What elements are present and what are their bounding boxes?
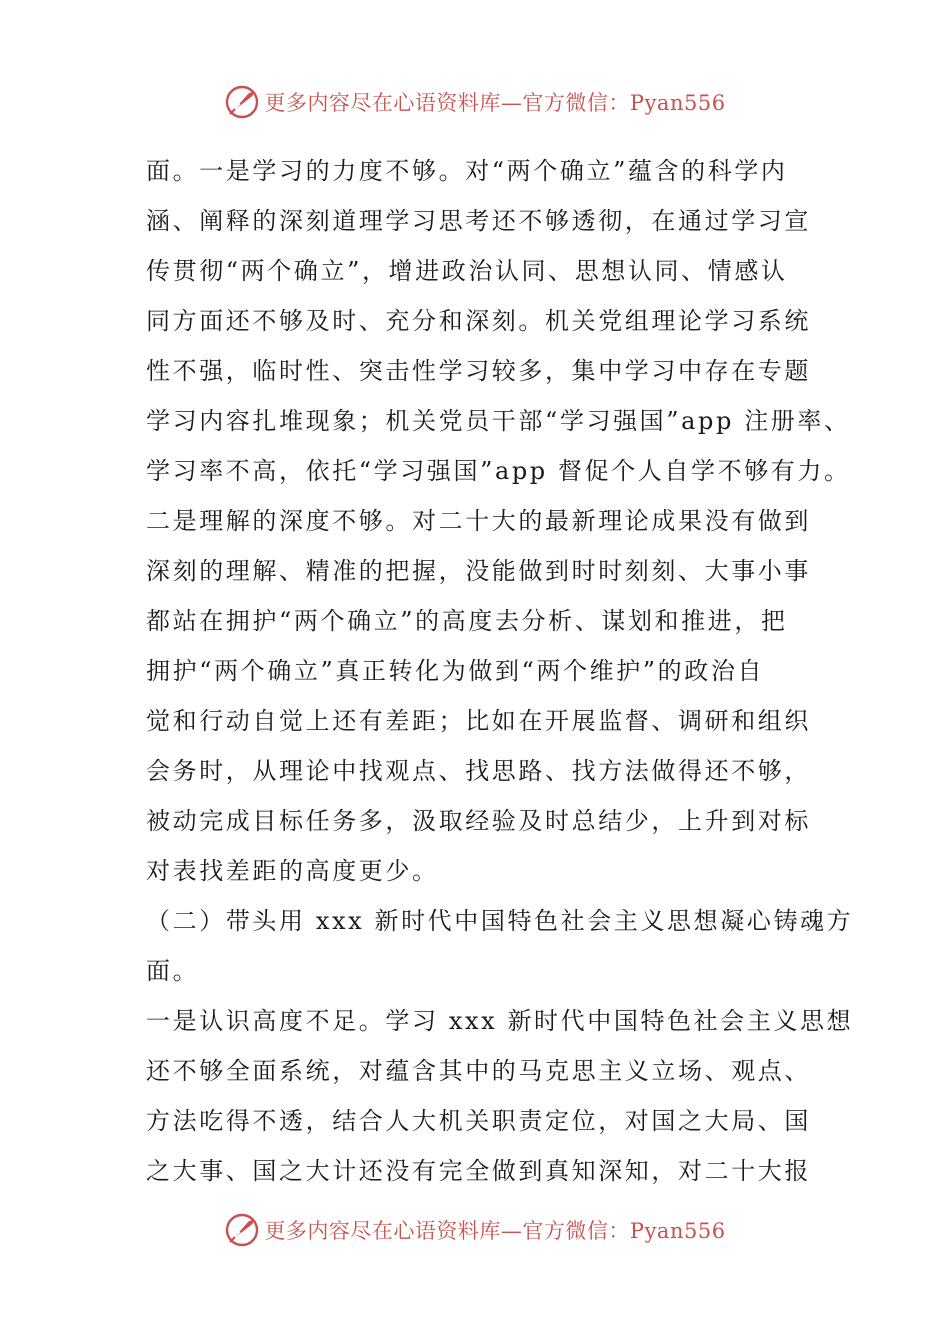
header-watermark-banner <box>0 82 950 122</box>
body-line: 被动完成目标任务多，汲取经验及时总结少，上升到对标 <box>146 807 811 835</box>
body-line: 学习率不高，依托“学习强国”app 督促个人自学不够有力。 <box>146 457 851 485</box>
watermark-text: 更多内容尽在心语资料库—官方微信：Pyan556 <box>264 1219 726 1243</box>
body-line: 一是认识高度不足。学习 xxx 新时代中国特色社会主义思想 <box>146 1007 854 1035</box>
body-line: 拥护“两个确立”真正转化为做到“两个维护”的政治自 <box>146 657 765 685</box>
body-line: 性不强，临时性、突击性学习较多，集中学习中存在专题 <box>146 357 811 385</box>
body-line: 同方面还不够及时、充分和深刻。机关党组理论学习系统 <box>146 307 811 335</box>
body-line: 传贯彻“两个确立”，增进政治认同、思想认同、情感认 <box>146 257 788 285</box>
body-line: 学习内容扎堆现象；机关党员干部“学习强国”app 注册率、 <box>146 407 851 435</box>
footer-watermark-banner <box>0 1210 950 1250</box>
body-line: 之大事、国之大计还没有完全做到真知深知，对二十大报 <box>146 1157 811 1185</box>
body-line: 深刻的理解、精准的把握，没能做到时时刻刻、大事小事 <box>146 557 811 585</box>
body-line: 二是理解的深度不够。对二十大的最新理论成果没有做到 <box>146 507 811 535</box>
quill-pen-logo-icon <box>224 84 260 120</box>
body-line: 方法吃得不透，结合人大机关职责定位，对国之大局、国 <box>146 1107 811 1135</box>
body-line: 面。一是学习的力度不够。对“两个确立”蕴含的科学内 <box>146 157 788 185</box>
quill-pen-logo-icon <box>224 1212 260 1248</box>
body-line: 对表找差距的高度更少。 <box>146 857 439 885</box>
body-line: 涵、阐释的深刻道理学习思考还不够透彻，在通过学习宣 <box>146 207 811 235</box>
body-line: 觉和行动自觉上还有差距；比如在开展监督、调研和组织 <box>146 707 811 735</box>
body-line: 会务时，从理论中找观点、找思路、找方法做得还不够， <box>146 757 811 785</box>
watermark-text: 更多内容尽在心语资料库—官方微信：Pyan556 <box>264 91 726 115</box>
section-heading-line: 面。 <box>146 957 200 985</box>
body-line: 还不够全面系统，对蕴含其中的马克思主义立场、观点、 <box>146 1057 811 1085</box>
document-body <box>146 146 854 1196</box>
section-heading-line: （二）带头用 xxx 新时代中国特色社会主义思想凝心铸魂方 <box>146 907 854 935</box>
body-line: 都站在拥护“两个确立”的高度去分析、谋划和推进，把 <box>146 607 788 635</box>
